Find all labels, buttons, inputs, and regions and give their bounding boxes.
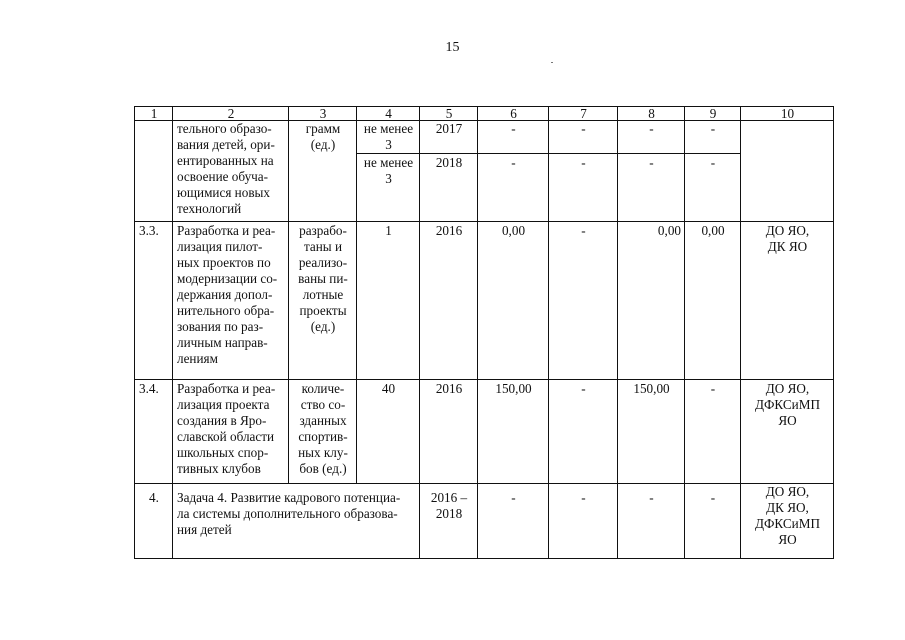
row-number-cell [135, 121, 173, 222]
funding-cell: - [478, 121, 549, 154]
header-cell: 1 [135, 107, 173, 121]
activity-name-cell: тельного образо- вания детей, ори- ентированных на освоение обуча- ющимися новых технологий [173, 121, 289, 222]
row-number-cell: 4. [135, 484, 173, 559]
header-cell: 3 [289, 107, 357, 121]
funding-cell: - [478, 154, 549, 222]
header-cell: 2 [173, 107, 289, 121]
header-cell: 8 [618, 107, 685, 121]
indicator-value-cell: не менее 3 [357, 154, 420, 222]
table-row [135, 380, 834, 484]
indicator-value-cell: 40 [357, 380, 420, 484]
header-cell: 4 [357, 107, 420, 121]
funding-cell: - [685, 484, 741, 559]
funding-cell: - [618, 154, 685, 222]
indicator-cell: разрабо- таны и реализо- ваны пи- лотные проекты (ед.) [289, 222, 357, 380]
funding-cell: - [549, 121, 618, 154]
funding-cell: 0,00 [618, 222, 685, 380]
funding-cell: - [478, 484, 549, 559]
table-row [135, 222, 834, 380]
table-row [135, 121, 834, 154]
indicator-value-cell: 1 [357, 222, 420, 380]
year-cell: 2018 [420, 154, 478, 222]
funding-cell: - [549, 154, 618, 222]
header-cell: 6 [478, 107, 549, 121]
page-number: 15 [445, 40, 460, 55]
funding-cell: - [685, 121, 741, 154]
year-cell: 2016 [420, 380, 478, 484]
row-number-cell: 3.4. [135, 380, 173, 484]
header-cell: 7 [549, 107, 618, 121]
executors-cell [741, 121, 834, 222]
year-cell: 2016 [420, 222, 478, 380]
funding-cell: - [685, 154, 741, 222]
funding-cell: - [618, 121, 685, 154]
header-row [135, 107, 834, 121]
funding-cell: 0,00 [685, 222, 741, 380]
activity-name-cell: Разработка и реа- лизация пилот- ных проектов по модернизации со- держания допол- нительного обра- зования по раз- личным направ- лениям [173, 222, 289, 380]
funding-cell: 0,00 [478, 222, 549, 380]
header-cell: 5 [420, 107, 478, 121]
funding-cell: - [618, 484, 685, 559]
activity-name-cell: Разработка и реа- лизация проекта создания в Яро- славской области школьных спор- тивных клубов [173, 380, 289, 484]
funding-cell: - [549, 222, 618, 380]
executors-cell: ДО ЯО, ДК ЯО, ДФКСиМП ЯО [741, 484, 834, 559]
indicator-value-cell: не менее 3 [357, 121, 420, 154]
header-cell: 10 [741, 107, 834, 121]
table-row [135, 484, 834, 559]
year-cell: 2017 [420, 121, 478, 154]
indicator-cell: количе- ство со- зданных спортив- ных клу- бов (ед.) [289, 380, 357, 484]
task-name-cell: Задача 4. Развитие кадрового потенциа- ла системы дополнительного образова- ния детей [173, 484, 420, 559]
executors-cell: ДО ЯО, ДК ЯО [741, 222, 834, 380]
funding-cell: - [685, 380, 741, 484]
funding-cell: 150,00 [618, 380, 685, 484]
funding-cell: 150,00 [478, 380, 549, 484]
indicator-cell: грамм (ед.) [289, 121, 357, 222]
year-cell: 2016 – 2018 [420, 484, 478, 559]
row-number-cell: 3.3. [135, 222, 173, 380]
scan-speck [551, 62, 553, 63]
funding-cell: - [549, 380, 618, 484]
program-table [134, 106, 834, 559]
header-cell: 9 [685, 107, 741, 121]
funding-cell: - [549, 484, 618, 559]
executors-cell: ДО ЯО, ДФКСиМП ЯО [741, 380, 834, 484]
